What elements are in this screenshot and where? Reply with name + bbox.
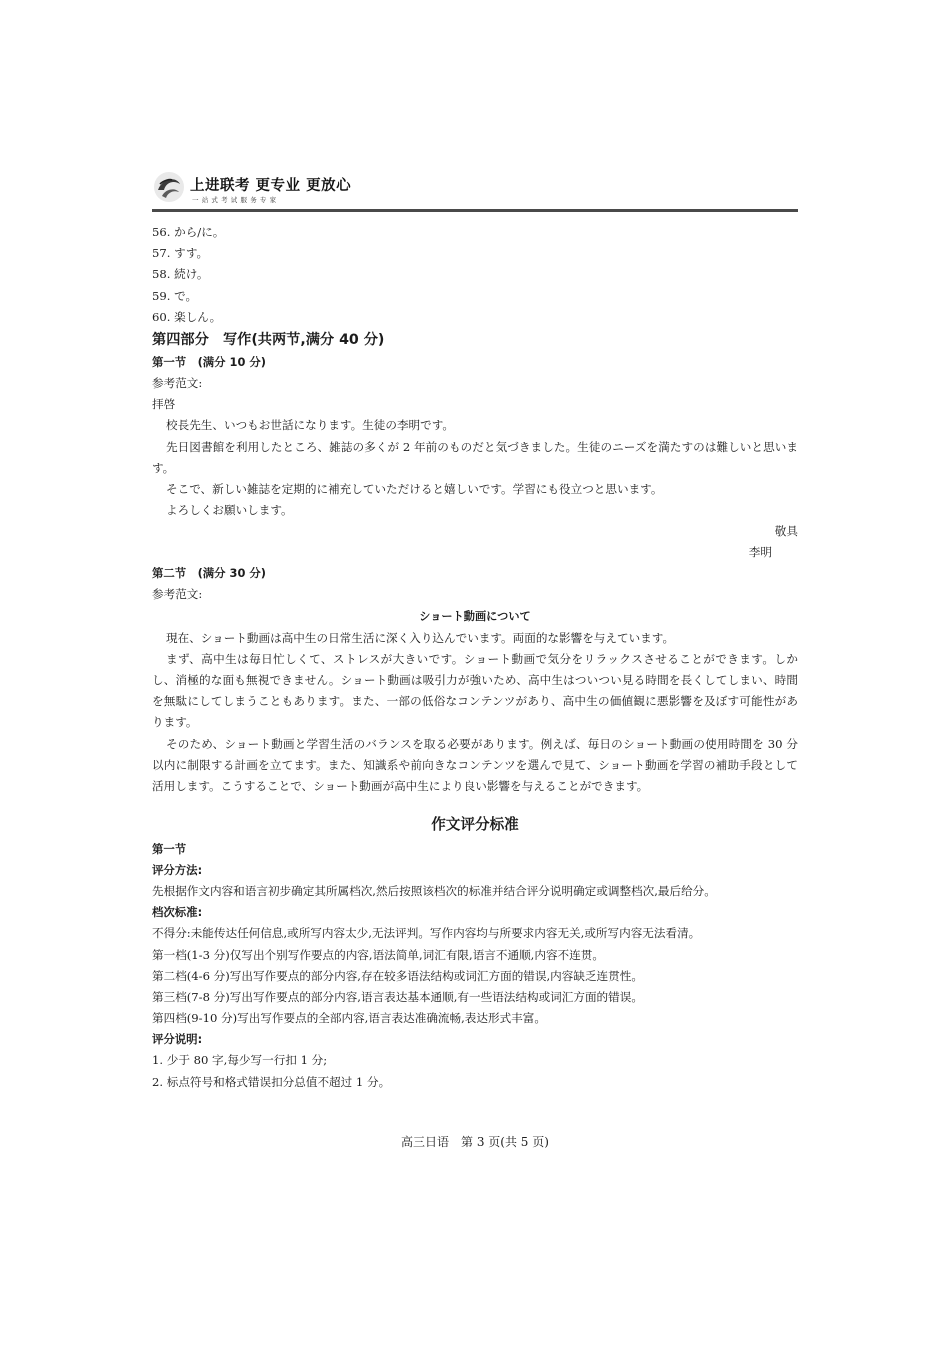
header-slogan: 上进联考 更专业 更放心 bbox=[190, 178, 352, 194]
section2-ref-label: 参考范文: bbox=[152, 587, 203, 602]
letter-paragraph: 先日図書館を利用したところ、雑誌の多くが 2 年前のものだと気づきました。生徒のニーズを満たすのは難しいと思います。 bbox=[152, 439, 798, 475]
rubric-section: 第一节 bbox=[152, 842, 187, 857]
rubric-notes-label: 评分说明: bbox=[152, 1032, 203, 1047]
answer-line: 56. から/に。 bbox=[152, 225, 225, 239]
letter-paragraph: よろしくお願いします。 bbox=[166, 503, 293, 518]
answer-line: 60. 楽しん。 bbox=[152, 309, 222, 324]
answer-line: 59. で。 bbox=[152, 288, 198, 303]
section1-title: 第一节 (满分 10 分) bbox=[152, 355, 266, 370]
rubric-method-label: 评分方法: bbox=[152, 863, 203, 878]
rubric-title: 作文评分标准 bbox=[431, 816, 519, 834]
rubric-note: 1. 少于 80 字,每少写一行扣 1 分; bbox=[152, 1053, 328, 1068]
essay-title: ショート動画について bbox=[419, 609, 531, 623]
swirl-logo-icon bbox=[152, 170, 186, 204]
answer-line: 57. すす。 bbox=[152, 246, 209, 261]
rubric-level: 第一档(1-3 分)仅写出个别写作要点的内容,语法简单,词汇有限,语言不通顺,内容不连贯。 bbox=[152, 947, 604, 962]
rubric-method-text: 先根据作文内容和语言初步确定其所属档次,然后按照该档次的标准并结合评分说明确定或调整档次,最后给分。 bbox=[152, 884, 716, 899]
essay-paragraph: 現在、ショート動画は高中生の日常生活に深く入り込んでいます。両面的な影響を与えています。 bbox=[166, 630, 675, 645]
rubric-level: 第二档(4-6 分)写出写作要点的部分内容,存在较多语法结构或词汇方面的错误,内容缺乏连贯性。 bbox=[152, 968, 643, 983]
essay-paragraph: まず、高中生は毎日忙しくて、ストレスが大きいです。ショート動画で気分をリラックスさせることができます。しかし、消極的な面も無視できません。ショート動画は吸引力が強いため、高中生はついつい見る時間を長くしてしまい、時間を無駄にしてしまうこともあります。また、一部の低俗なコンテンツがあり、高中生の価値観に悪影響を及ぼす可能性があります。 bbox=[152, 651, 798, 730]
essay-paragraph: そのため、ショート動画と学習生活のバランスを取る必要があります。例えば、毎日のショート動画の使用時間を 30 分以内に制限する計画を立てます。また、知識系や前向きなコンテンツを選んで見て、ショート動画を学習の補助手段として活用します。こうすることで、ショート動画が高中生により良い影響を与えることができます。 bbox=[152, 736, 798, 794]
header-divider bbox=[152, 209, 798, 212]
section2-title: 第二节 (满分 30 分) bbox=[152, 566, 266, 581]
main-content bbox=[152, 222, 798, 1093]
page-header bbox=[152, 168, 798, 212]
letter-paragraph: 校長先生、いつもお世話になります。生徒の李明です。 bbox=[166, 418, 454, 433]
letter-greeting: 拝啓 bbox=[152, 397, 176, 412]
page-footer: 高三日语 第 3 页(共 5 页) bbox=[401, 1135, 549, 1149]
part4-title: 第四部分 写作(共两节,满分 40 分) bbox=[152, 332, 385, 349]
rubric-note: 2. 标点符号和格式错误扣分总值不超过 1 分。 bbox=[152, 1074, 391, 1089]
letter-paragraph: そこで、新しい雑誌を定期的に補充していただけると嬉しいです。学習にも役立つと思います。 bbox=[166, 482, 663, 497]
letter-closing: 敬具 bbox=[774, 524, 798, 539]
section1-ref-label: 参考范文: bbox=[152, 376, 203, 391]
rubric-level: 第三档(7-8 分)写出写作要点的部分内容,语言表达基本通顺,有一些语法结构或词汇方面的错误。 bbox=[152, 990, 643, 1005]
answer-line: 58. 続け。 bbox=[152, 267, 209, 282]
rubric-level: 不得分:未能传达任何信息,或所写内容太少,无法评判。写作内容均与所要求内容无关,或所写内容无法看清。 bbox=[152, 926, 701, 941]
letter-signature: 李明 bbox=[748, 545, 772, 560]
rubric-levels-label: 档次标准: bbox=[152, 905, 203, 920]
rubric-level: 第四档(9-10 分)写出写作要点的全部内容,语言表达准确流畅,表达形式丰富。 bbox=[152, 1011, 546, 1026]
header-subslogan: 一站式考试服务专家 bbox=[192, 196, 280, 204]
